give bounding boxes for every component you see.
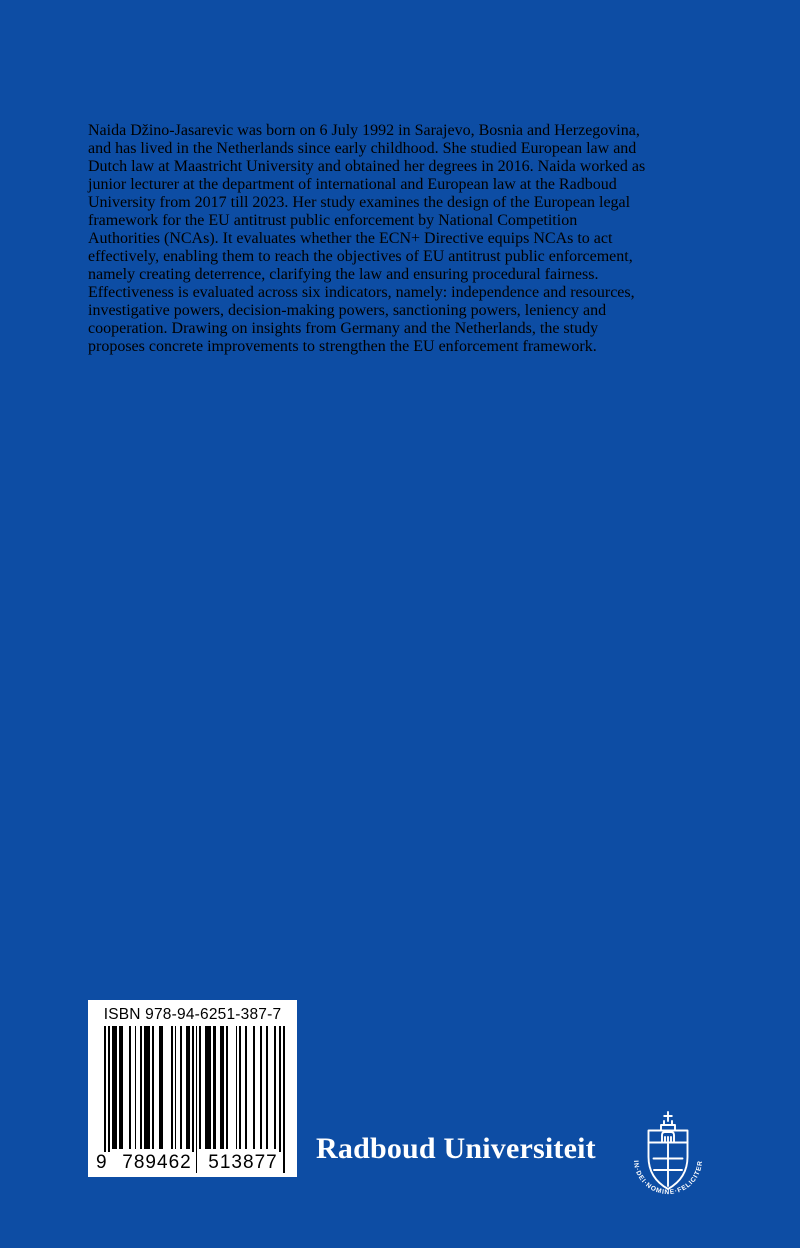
blurb-paragraph: Naida Džino-Jasarevic was born on 6 July 1992 in Sarajevo, Bosnia and Herzegovina, and has lived in the Netherlands since early childhood. She studied European law and Dutch law at Maastricht University and obtained her degrees in 2016. Naida worked as junior lecturer at the department of international and European law at the Radboud University from 2017 till 2023. Her study examines the design of the European legal framework for the EU antitrust public enforcement by National Competition Authorities (NCAs). It evaluates whether the ECN+ Directive equips NCAs to act effectively, enabling them to reach the objectives of EU antitrust public enforcement, namely creating deterrence, clarifying the law and ensuring procedural fairness. Effectiveness is evaluated across six indicators, namely: independence and resources, investigative powers, decision-making powers, sanctioning powers, leniency and cooperation. Drawing on insights from Germany and the Netherlands, the study proposes concrete improvements to strengthen the EU enforcement framework. [88, 122, 646, 355]
barcode-digits-left-group: 789462 [118, 1152, 196, 1173]
barcode-bar [283, 1026, 285, 1173]
radboud-crest-icon [620, 1104, 716, 1204]
isbn-label: ISBN 978-94-6251-387-7 [103, 1006, 282, 1023]
isbn-barcode-panel [88, 1000, 297, 1177]
barcode-graphic [96, 1026, 289, 1173]
barcode-digit-lead: 9 [96, 1152, 111, 1173]
barcode-bar-pattern [104, 1026, 285, 1173]
radboud-universiteit-wordmark: Radboud Universiteit [316, 1132, 596, 1165]
author-and-study-blurb [88, 106, 650, 372]
barcode-digits-right-group: 513877 [204, 1152, 282, 1173]
publisher-brand-row [316, 1104, 716, 1204]
crest-motto: IN·DEI·NOMINE·FELICITER [631, 1160, 705, 1197]
